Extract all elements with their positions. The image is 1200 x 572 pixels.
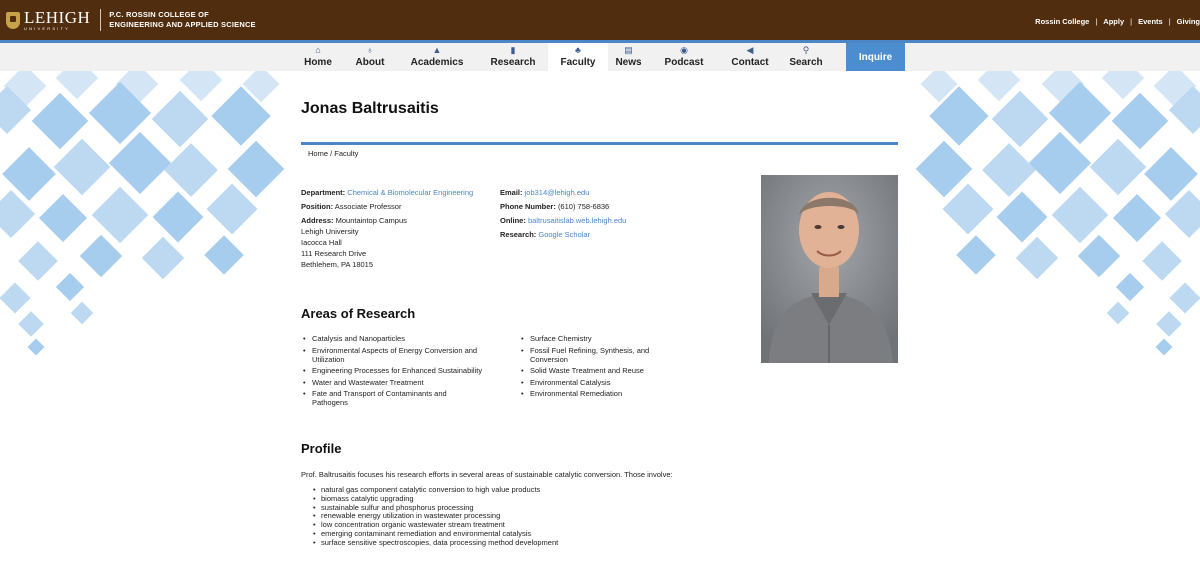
graduation-cap-icon: ▲ <box>432 45 442 55</box>
nav-item-label: Search <box>789 57 823 68</box>
position-value: Associate Professor <box>334 202 402 211</box>
email-row: Email: job314@lehigh.edu <box>500 188 590 197</box>
decorative-diamond <box>943 184 994 235</box>
logo-subtitle: UNIVERSITY <box>24 26 71 31</box>
website-link[interactable]: baltrusaitislab.web.lehigh.edu <box>527 216 627 225</box>
nav-item-search[interactable] <box>781 43 831 71</box>
nav-item-label: Home <box>304 57 332 68</box>
users-icon: ♣ <box>575 45 581 55</box>
decorative-diamond <box>204 235 244 275</box>
decorative-diamond <box>18 311 43 336</box>
lightbulb-icon: ♁ <box>366 45 374 55</box>
research-area-item: • Fate and Transport of Contaminants and Pathogens <box>303 389 483 407</box>
decorative-diamond-pattern-right <box>905 71 1200 371</box>
podcast-icon: ◉ <box>680 45 688 55</box>
decorative-diamond <box>1169 282 1200 313</box>
nav-item-news[interactable] <box>608 43 649 71</box>
address-line: Bethlehem, PA 18015 <box>301 260 373 269</box>
profile-topic-item: • emerging contaminant remediation and environmental catalysis <box>313 530 558 539</box>
decorative-diamond-pattern-left <box>0 71 295 371</box>
research-area-item: • Surface Chemistry <box>521 334 671 343</box>
online-row: Online: baltrusaitislab.web.lehigh.edu <box>500 216 627 225</box>
nav-item-research[interactable] <box>478 43 548 71</box>
title-rule <box>301 142 898 145</box>
logo-wordmark: LEHIGH <box>24 8 91 27</box>
lehigh-shield-icon <box>6 12 20 29</box>
utility-link-rossin-college[interactable]: Rossin College <box>1035 17 1090 26</box>
profile-topic-item: • low concentration organic wastewater stream treatment <box>313 521 558 530</box>
nav-item-faculty[interactable] <box>548 43 608 71</box>
faculty-photo <box>761 175 898 363</box>
nav-item-label: Research <box>490 57 536 68</box>
decorative-diamond <box>54 139 111 196</box>
decorative-diamond <box>1142 241 1182 281</box>
search-icon: ⚲ <box>802 45 810 55</box>
decorative-diamond <box>56 273 84 301</box>
nav-item-contact[interactable] <box>719 43 781 71</box>
research-area-item: • Catalysis and Nanoparticles <box>303 334 483 343</box>
top-header-bar <box>0 0 1200 40</box>
decorative-diamond <box>71 302 94 325</box>
research-area-item: • Engineering Processes for Enhanced Sustainability <box>303 366 483 375</box>
utility-links: Rossin College | Apply | Events | Giving <box>1035 17 1200 26</box>
nav-item-label: Faculty <box>560 57 596 68</box>
nav-item-about[interactable] <box>344 43 396 71</box>
decorative-diamond <box>142 237 184 279</box>
address-row: Address: Mountaintop Campus Lehigh University Iacocca Hall 111 Research Drive Bethlehem, PA 18015 <box>301 216 407 269</box>
department-row: Department: Chemical & Biomolecular Engineering <box>301 188 474 197</box>
research-area-item: • Environmental Catalysis <box>521 378 671 387</box>
nav-item-academics[interactable] <box>396 43 478 71</box>
main-navigation <box>0 43 1200 71</box>
decorative-diamond <box>18 241 58 281</box>
nav-item-label: News <box>615 57 642 68</box>
decorative-diamond <box>1107 302 1130 325</box>
profile-topic-item: • surface sensitive spectroscopies, data processing method development <box>313 539 558 548</box>
research-area-item: • Solid Waste Treatment and Reuse <box>521 366 671 375</box>
decorative-diamond <box>956 235 996 275</box>
profile-topic-item: • renewable energy utilization in wastewater processing <box>313 512 558 521</box>
contact-info-left <box>301 187 476 273</box>
profile-topic-item: • biomass catalytic upgrading <box>313 495 558 504</box>
decorative-diamond <box>1116 273 1144 301</box>
research-areas-list-left <box>303 334 483 410</box>
department-link[interactable]: Chemical & Biomolecular Engineering <box>347 188 474 197</box>
decorative-diamond <box>0 282 31 313</box>
college-name: P.C. ROSSIN COLLEGE OF ENGINEERING AND APPLIED SCIENCE <box>109 10 256 29</box>
utility-link-apply[interactable]: Apply <box>1103 17 1125 26</box>
newspaper-icon: ▤ <box>624 45 633 55</box>
position-row: Position: Associate Professor <box>301 202 402 211</box>
utility-link-events[interactable]: Events <box>1138 17 1163 26</box>
profile-heading: Profile <box>301 441 342 456</box>
lehigh-logo[interactable] <box>6 8 256 32</box>
nav-item-label: Academics <box>410 57 464 68</box>
decorative-diamond <box>1156 311 1181 336</box>
research-row: Research: Google Scholar <box>500 230 591 239</box>
phone-row: Phone Number: (610) 758-6836 <box>500 202 610 211</box>
decorative-diamond <box>1113 194 1161 242</box>
decorative-diamond <box>1016 237 1058 279</box>
nav-item-label: About <box>355 57 385 68</box>
decorative-diamond <box>1078 235 1120 277</box>
decorative-diamond <box>164 143 218 197</box>
logo-divider <box>100 9 101 31</box>
address-line: Iacocca Hall <box>301 238 342 247</box>
utility-link-giving[interactable]: Giving <box>1176 17 1200 26</box>
breadcrumb[interactable]: Home / Faculty <box>308 149 359 158</box>
profile-topic-item: • sustainable sulfur and phosphorus processing <box>313 504 558 513</box>
inquire-button[interactable]: Inquire <box>846 43 905 71</box>
nav-item-home[interactable] <box>292 43 344 71</box>
nav-item-label: Contact <box>731 57 769 68</box>
address-line: Mountaintop Campus <box>335 216 407 225</box>
address-line: Lehigh University <box>301 227 359 236</box>
nav-item-podcast[interactable] <box>649 43 719 71</box>
decorative-diamond <box>1156 339 1173 356</box>
portrait-image <box>761 175 898 363</box>
nav-item-label: Podcast <box>664 57 704 68</box>
research-areas-list-right <box>521 334 671 401</box>
decorative-diamond <box>153 192 204 243</box>
faculty-profile <box>301 71 901 572</box>
google-scholar-link[interactable]: Google Scholar <box>538 230 591 239</box>
decorative-diamond <box>28 339 45 356</box>
research-area-item: • Fossil Fuel Refining, Synthesis, and Conversion <box>521 346 671 364</box>
research-area-item: • Environmental Aspects of Energy Conversion and Utilization <box>303 346 483 364</box>
decorative-diamond <box>982 143 1036 197</box>
contact-info-right <box>500 187 720 243</box>
research-area-item: • Environmental Remediation <box>521 389 671 398</box>
home-icon: ⌂ <box>315 45 321 55</box>
address-line: 111 Research Drive <box>301 249 367 258</box>
research-area-item: • Water and Wastewater Treatment <box>303 378 483 387</box>
profile-intro: Prof. Baltrusaitis focuses his research efforts in several areas of sustainable catalytic conversion. Those involve: <box>301 470 673 479</box>
areas-of-research-heading: Areas of Research <box>301 306 416 321</box>
decorative-diamond <box>80 235 122 277</box>
decorative-diamond <box>997 192 1048 243</box>
email-link[interactable]: job314@lehigh.edu <box>524 188 590 197</box>
megaphone-icon: ◀ <box>746 45 754 55</box>
decorative-diamond <box>39 194 87 242</box>
profile-topics-list <box>313 486 558 548</box>
phone-value: (610) 758-6836 <box>557 202 610 211</box>
page-title: Jonas Baltrusaitis <box>301 100 439 117</box>
profile-topic-item: • natural gas component catalytic conversion to high value products <box>313 486 558 495</box>
book-icon: ▮ <box>510 45 516 55</box>
